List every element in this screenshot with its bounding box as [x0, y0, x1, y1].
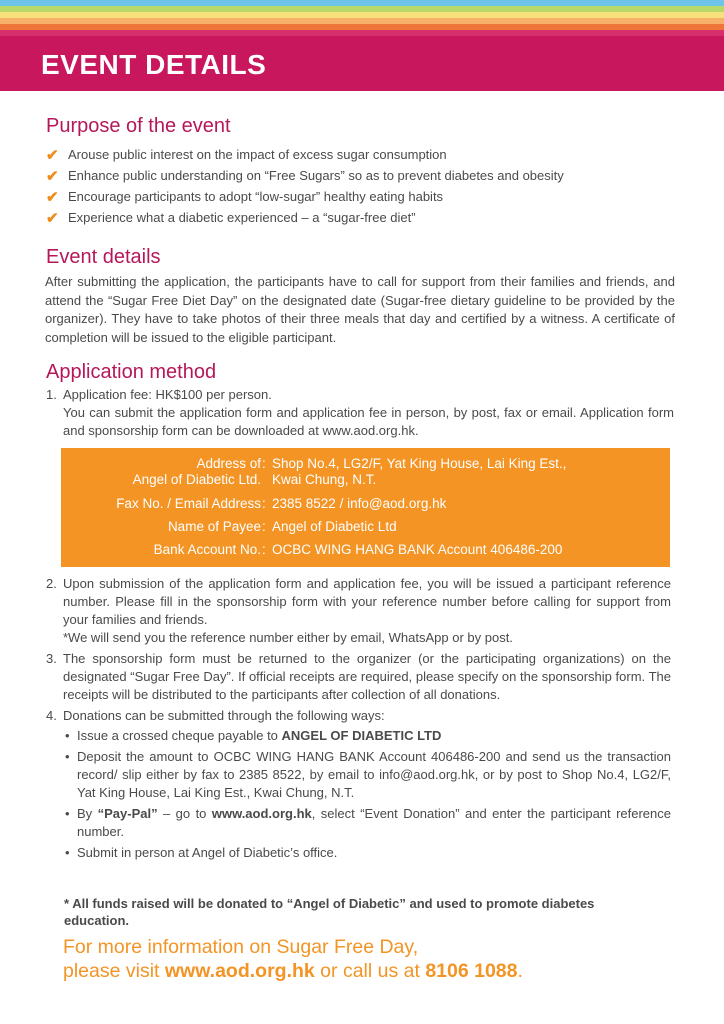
purpose-item: ✔ Enhance public understanding on “Free Sugars” so as to prevent diabetes and obesity	[46, 168, 564, 185]
donation-methods	[63, 727, 671, 862]
application-item-1: 1. Application fee: HK$100 per person. You can submit the application form and application fee in person, by post, fax or email. Application form and sponsorship form can be downloaded at www.aod.org.hk.	[46, 387, 674, 438]
contact-info-box: Address of : Shop No.4, LG2/F, Yat King House, Lai King Est., Angel of Diabetic Ltd. Kwai Chung, N.T. Fax No. / Email Address : 2385 8522 / info@aod.org.hk Name of Payee : Angel of Diabetic Ltd Bank Account No. : OCBC WING HANG BANK Account 406486-200	[61, 448, 670, 567]
footer-info	[63, 935, 523, 983]
application-heading: Application method	[46, 361, 217, 383]
details-paragraph: After submitting the application, the participants have to call for support from their families and friends, and attend the “Sugar Free Diet Day” on the designated date (Sugar-free dietary guideline to be provided by the organizer). They have to take photos of their three meals that day and certified by a witness. A certificate of completion will be issued to the eligible participant.	[45, 274, 675, 345]
donation-method-paypal: • By “Pay-Pal” – go to www.aod.org.hk, select “Event Donation” and enter the participant reference number.	[65, 806, 671, 839]
details-heading: Event details	[46, 246, 161, 268]
main-content	[46, 114, 674, 440]
application-list-continued	[46, 575, 671, 862]
footer-line-2: please visit www.aod.org.hk or call us at 8106 1088.	[63, 960, 523, 982]
purpose-item: ✔ Arouse public interest on the impact of excess sugar consumption	[46, 147, 447, 164]
checkmark-icon: ✔	[46, 147, 59, 164]
application-item-4: 4. Donations can be submitted through the following ways: • Issue a crossed cheque payable to ANGEL OF DIABETIC LTD • Deposit the amount to OCBC WING HANG BANK Account 406486-200 and send us the transaction record/ slip either by fax to 2385 8522, by email to info@aod.org.hk, or by post to Shop No.4, LG2/F, Yat King House, Lai King Est., Kwai Chung, N.T. • By “Pay-Pal” – go to www.aod.org.hk, select “Event Donation” and enter the participant reference number. • Submit in person at Angel of Diabetic’s office.	[46, 708, 671, 860]
purpose-list	[46, 144, 674, 228]
page-title: EVENT DETAILS	[41, 49, 267, 80]
donation-method-cheque: • Issue a crossed cheque payable to ANGEL OF DIABETIC LTD	[65, 728, 442, 743]
purpose-item: ✔ Experience what a diabetic experienced – a “sugar-free diet”	[46, 210, 416, 227]
donation-method-in-person: • Submit in person at Angel of Diabetic’s office.	[65, 845, 338, 860]
purpose-item: ✔ Encourage participants to adopt “low-sugar” healthy eating habits	[46, 189, 444, 206]
application-item-3: 3. The sponsorship form must be returned to the organizer (or the participating organizations) on the designated “Sugar Free Day”. If official receipts are required, please specify on the sponsorship form. The receipts will be distributed to the participants after collection of all donations.	[46, 651, 671, 702]
checkmark-icon: ✔	[46, 210, 59, 227]
rainbow-stripes	[0, 0, 724, 36]
footer-line-1: For more information on Sugar Free Day,	[63, 936, 419, 958]
donation-method-deposit: • Deposit the amount to OCBC WING HANG BANK Account 406486-200 and send us the transaction record/ slip either by fax to 2385 8522, by email to info@aod.org.hk, or by post to Shop No.4, LG2/F, Yat King House, Lai King Est., Kwai Chung, N.T.	[65, 749, 671, 800]
purpose-heading: Purpose of the event	[46, 115, 231, 137]
title-banner	[0, 36, 724, 91]
checkmark-icon: ✔	[46, 168, 59, 185]
website-link[interactable]: www.aod.org.hk	[164, 960, 315, 982]
application-list	[46, 386, 674, 440]
application-item-2: 2. Upon submission of the application form and application fee, you will be issued a participant reference number. Please fill in the sponsorship form with your reference number before calling for support from your families and friends. *We will send you the reference number either by email, WhatsApp or by post.	[46, 576, 671, 645]
phone-number: 8106 1088	[425, 960, 518, 982]
funds-note: * All funds raised will be donated to “Angel of Diabetic” and used to promote diabetes education.	[64, 896, 595, 928]
checkmark-icon: ✔	[46, 189, 59, 206]
